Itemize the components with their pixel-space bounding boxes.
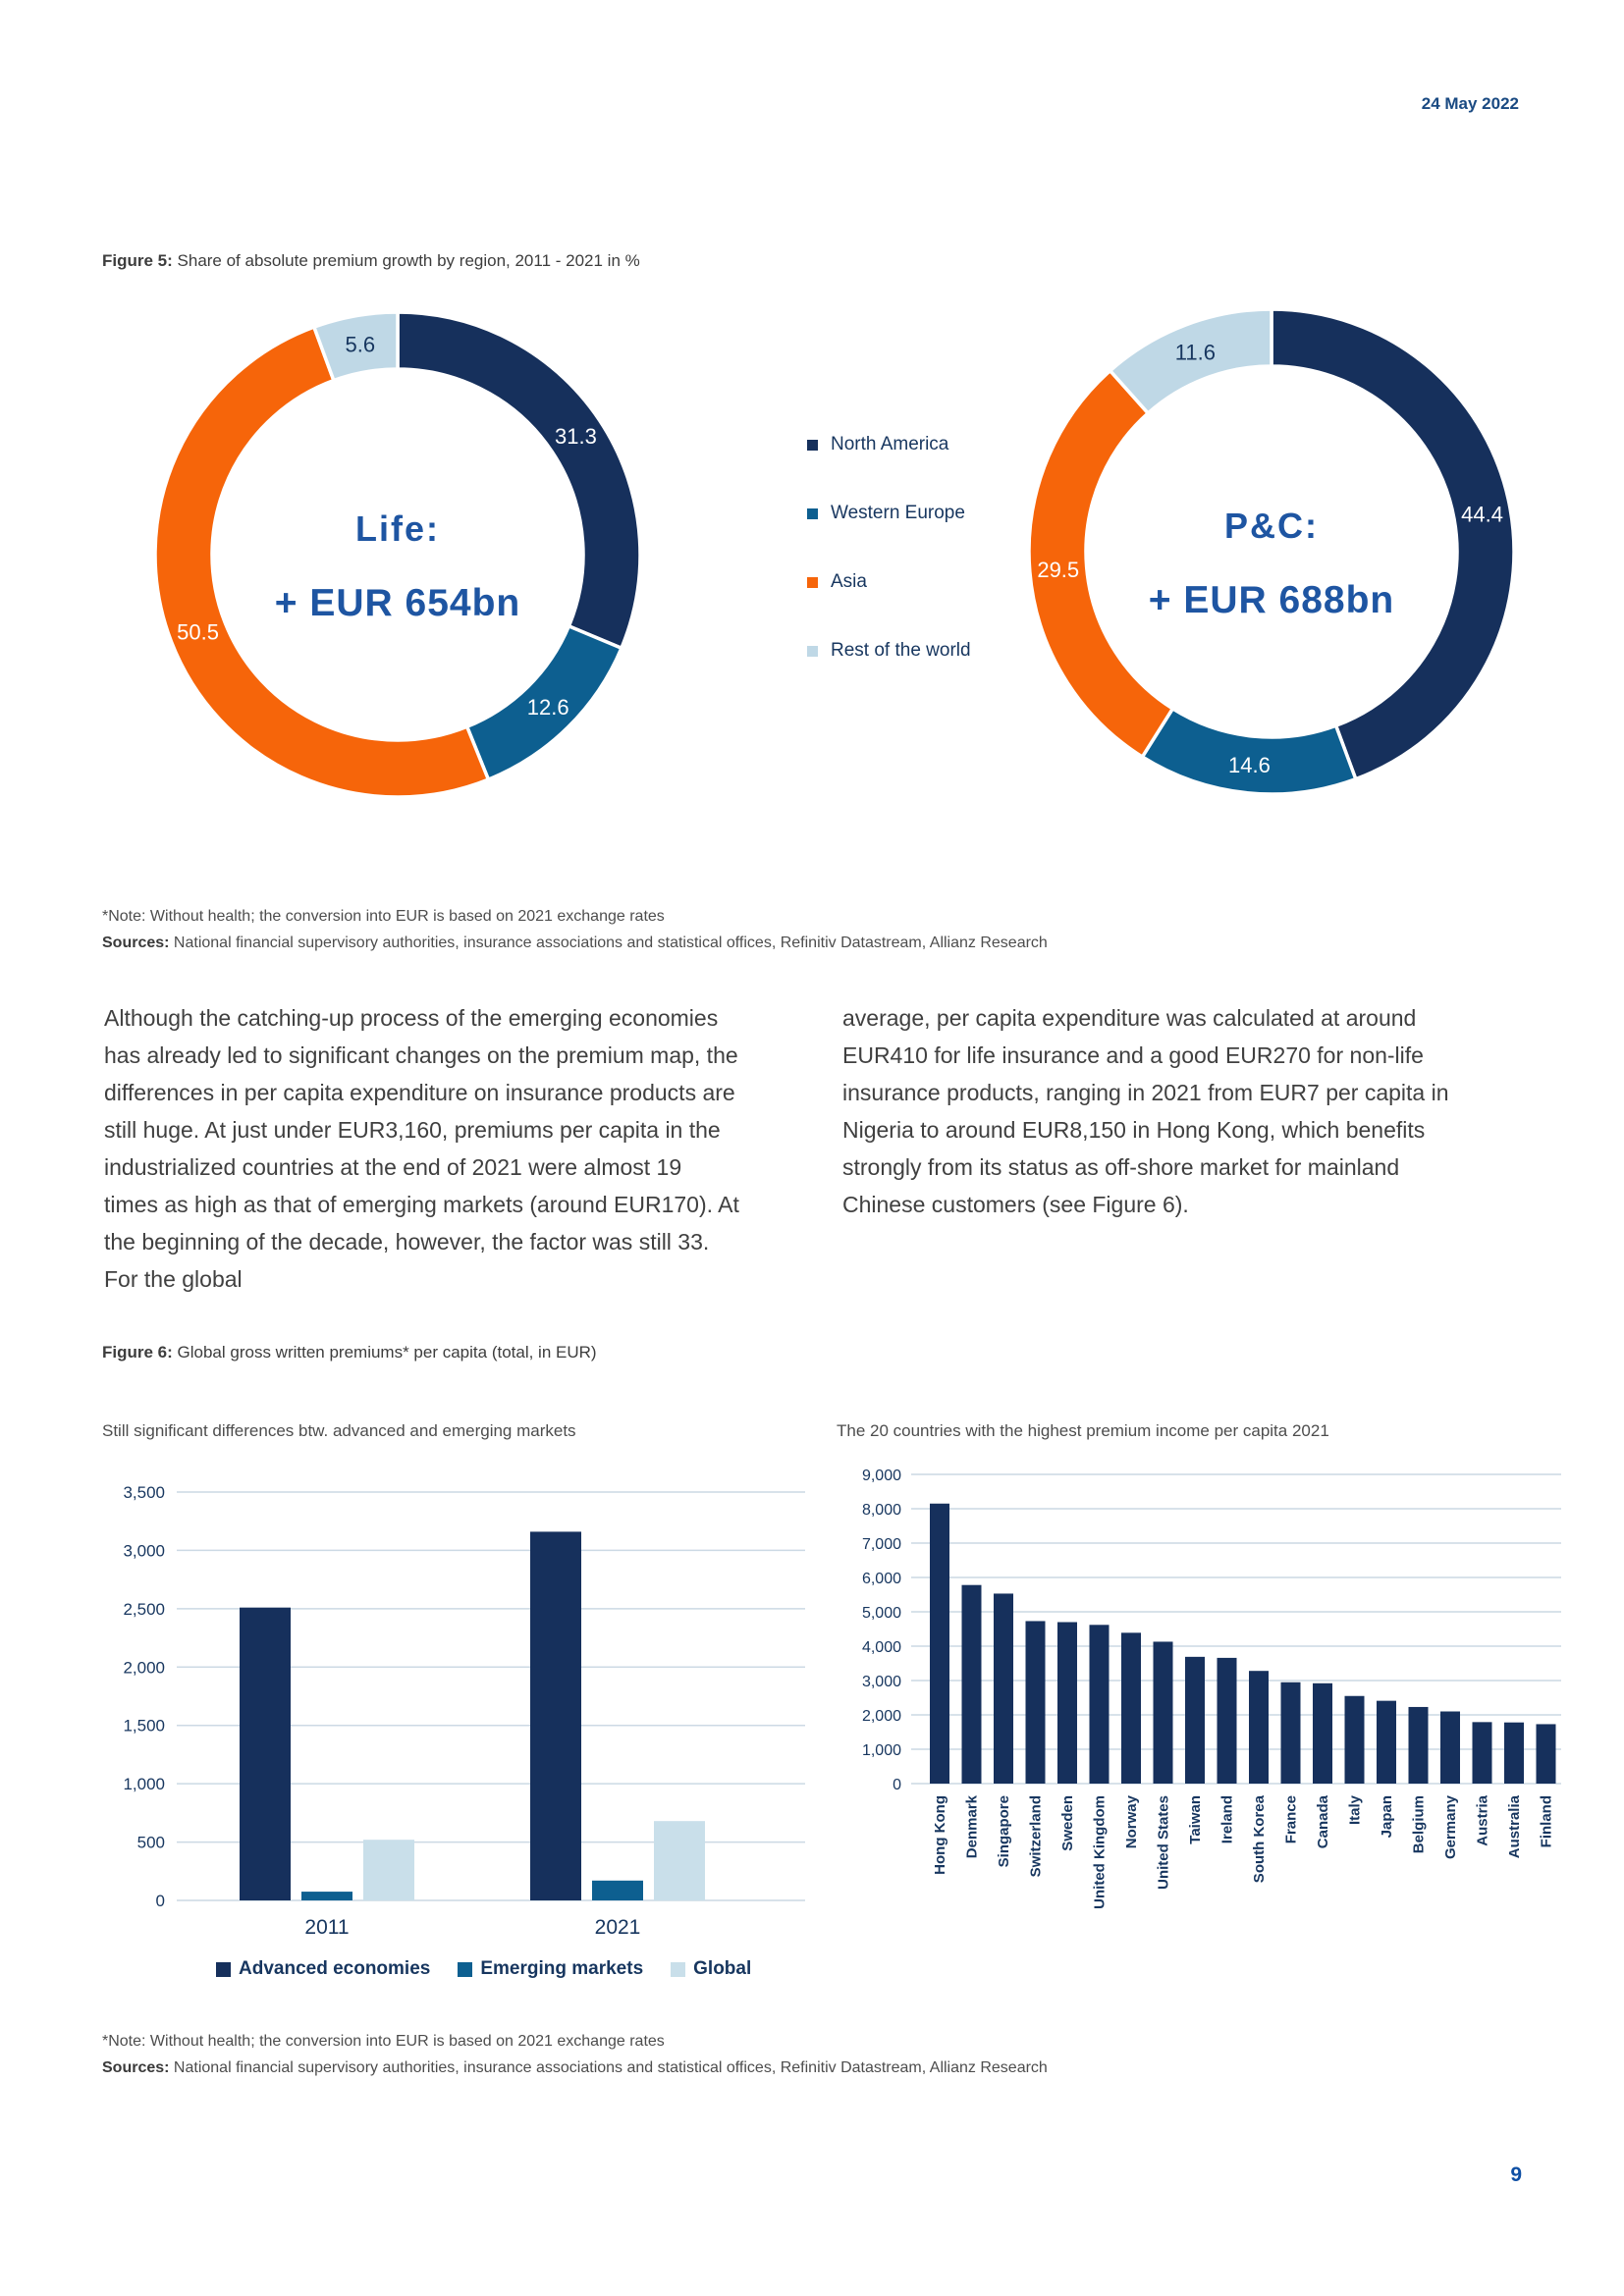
region-legend (807, 434, 971, 709)
figure5-note (102, 903, 1048, 956)
country-label: Norway (1123, 1795, 1140, 1849)
figure6-caption-text: Global gross written premiums* per capita (total, in EUR) (172, 1343, 597, 1362)
donut-value-label: 14.6 (1228, 752, 1271, 777)
legend-label: Rest of the world (831, 640, 971, 661)
bar-germany (1440, 1712, 1460, 1785)
country-label: Germany (1442, 1795, 1459, 1860)
bar-finland (1537, 1724, 1556, 1784)
bar-france (1281, 1682, 1301, 1784)
country-label: Sweden (1059, 1795, 1076, 1851)
donut-center-subtitle: + EUR 688bn (1148, 579, 1395, 621)
country-label: Hong Kong (932, 1795, 948, 1875)
y-tick-label: 3,000 (861, 1674, 901, 1690)
legend-label: Advanced economies (239, 1958, 431, 1979)
top-countries-chart (825, 1468, 1571, 1929)
legend-swatch-icon (807, 646, 818, 657)
legend-item-advanced-economies (216, 1958, 430, 1980)
figure6-caption-label: Figure 6: (102, 1343, 173, 1362)
country-label: France (1282, 1795, 1300, 1844)
donut-center-subtitle: + EUR 654bn (274, 582, 521, 624)
donut-value-label: 44.4 (1461, 502, 1503, 527)
legend-label: Emerging markets (480, 1958, 644, 1979)
page-date: 24 May 2022 (1421, 94, 1519, 113)
legend-item-north-america (807, 434, 971, 455)
country-label: United States (1155, 1795, 1172, 1890)
donut-value-label: 31.3 (555, 424, 597, 450)
legend-item-emerging-markets (458, 1958, 643, 1980)
bar-japan (1377, 1701, 1396, 1784)
donut-value-label: 29.5 (1037, 558, 1080, 583)
sources-label: Sources: (102, 934, 170, 951)
pc-donut-chart (1026, 306, 1517, 797)
legend-swatch-icon (807, 508, 818, 519)
country-label: Australia (1506, 1795, 1523, 1859)
country-label: United Kingdom (1091, 1795, 1109, 1909)
sources-text: National financial supervisory authorities, insurance associations and statistical offices, Refinitiv Datastream, Allianz Research (169, 2059, 1048, 2076)
country-label: Austria (1474, 1795, 1491, 1846)
figure5-caption-text: Share of absolute premium growth by region, 2011 - 2021 in % (172, 251, 640, 270)
y-tick-label: 7,000 (861, 1536, 901, 1553)
figure6-right-subtitle: The 20 countries with the highest premium income per capita 2021 (837, 1421, 1329, 1440)
legend-item-rest-of-the-world (807, 640, 971, 662)
category-label: 2021 (594, 1916, 641, 1939)
bar-south-korea (1249, 1671, 1269, 1784)
y-tick-label: 2,000 (861, 1708, 901, 1725)
figure6-note (102, 2028, 1048, 2081)
y-tick-label: 6,000 (861, 1571, 901, 1587)
bar-2021-global (654, 1821, 705, 1900)
bar-norway (1121, 1632, 1141, 1784)
bar-ireland (1218, 1658, 1237, 1784)
figure5-note-line: *Note: Without health; the conversion into EUR is based on 2021 exchange rates (102, 908, 665, 925)
figure5-sources-line (102, 930, 1048, 956)
figure6-legend (79, 1958, 815, 1980)
country-label: Canada (1315, 1795, 1331, 1849)
top-countries-svg (825, 1468, 1571, 1929)
bar-2011-global (363, 1840, 414, 1900)
legend-label: Western Europe (831, 503, 965, 523)
country-label: Ireland (1218, 1795, 1236, 1844)
country-label: Denmark (963, 1795, 981, 1859)
bar-united-states (1154, 1641, 1173, 1784)
legend-swatch-icon (807, 577, 818, 588)
figure6-note-line: *Note: Without health; the conversion into EUR is based on 2021 exchange rates (102, 2033, 665, 2050)
bar-australia (1504, 1723, 1524, 1784)
bar-canada (1313, 1683, 1332, 1784)
bar-sweden (1057, 1623, 1077, 1785)
bar-2021-emerging-markets (592, 1881, 643, 1900)
bar-denmark (962, 1585, 982, 1784)
bar-2011-advanced-economies (240, 1608, 291, 1900)
legend-label: Global (693, 1958, 752, 1979)
donut-value-label: 11.6 (1174, 340, 1216, 365)
figure5-caption-label: Figure 5: (102, 251, 173, 270)
y-tick-label: 1,000 (123, 1775, 165, 1794)
bar-2021-advanced-economies (530, 1531, 581, 1900)
advanced-vs-emerging-chart (79, 1468, 815, 1944)
donut-value-label: 5.6 (345, 332, 376, 357)
y-tick-label: 3,000 (123, 1541, 165, 1561)
pc-donut-svg (1026, 306, 1517, 797)
y-tick-label: 2,500 (123, 1599, 165, 1619)
country-label: Italy (1346, 1795, 1364, 1826)
figure6-sources-line (102, 2055, 1048, 2081)
country-label: Taiwan (1187, 1795, 1204, 1844)
country-label: Singapore (996, 1795, 1012, 1868)
advanced-vs-emerging-svg (79, 1468, 815, 1944)
bar-italy (1345, 1696, 1365, 1784)
country-label: Finland (1538, 1795, 1555, 1848)
body-text-right-column: average, per capita expenditure was calculated at around EUR410 for life insurance and a good EUR270 for non-life insurance products, ranging in 2021 from EUR7 per capita in Nigeria to around EUR8,150 in Hong Kong, which benefits strongly from its status as off-shore market for mainland Chinese customers (see Figure 6). (842, 1005, 1449, 1217)
legend-swatch-icon (216, 1962, 231, 1977)
page-number: 9 (1510, 2163, 1522, 2186)
y-tick-label: 3,500 (123, 1483, 165, 1502)
body-text-left-column: Although the catching-up process of the emerging economies has already led to significant changes on the premium map, the differences in per capita expenditure on insurance products are still huge. At just under EUR3,160, premiums per capita in the industrialized countries at the end of 2021 were almost 19 times as high as that of emerging markets (around EUR170). At the beginning of the decade, however, the factor was still 33. For the global (104, 1005, 739, 1292)
life-donut-chart (152, 309, 643, 800)
donut-value-label: 50.5 (177, 619, 219, 645)
country-label: Japan (1379, 1795, 1395, 1839)
legend-swatch-icon (458, 1962, 472, 1977)
y-tick-label: 500 (136, 1833, 165, 1852)
bar-united-kingdom (1090, 1625, 1110, 1784)
donut-center-title: P&C: (1224, 506, 1319, 546)
country-label: Switzerland (1027, 1795, 1045, 1878)
legend-label: North America (831, 434, 949, 454)
y-tick-label: 9,000 (861, 1468, 901, 1484)
y-tick-label: 0 (155, 1892, 165, 1910)
legend-label: Asia (831, 571, 867, 592)
y-tick-label: 1,500 (123, 1716, 165, 1735)
y-tick-label: 5,000 (861, 1605, 901, 1622)
figure6-left-subtitle: Still significant differences btw. advanced and emerging markets (102, 1421, 576, 1440)
bar-belgium (1409, 1707, 1429, 1784)
donut-value-label: 12.6 (526, 695, 569, 721)
bar-hong-kong (930, 1504, 949, 1784)
y-tick-label: 0 (893, 1777, 901, 1793)
country-label: South Korea (1251, 1795, 1268, 1884)
y-tick-label: 4,000 (861, 1639, 901, 1656)
donut-center-title: Life: (355, 508, 440, 549)
donut-slice-asia (155, 327, 488, 797)
country-label: Belgium (1410, 1795, 1428, 1854)
y-tick-label: 2,000 (123, 1658, 165, 1678)
legend-item-global (671, 1958, 751, 1980)
bar-austria (1473, 1722, 1492, 1784)
y-tick-label: 1,000 (861, 1742, 901, 1759)
figure6-caption (102, 1343, 597, 1362)
legend-swatch-icon (671, 1962, 685, 1977)
life-donut-svg (152, 309, 643, 800)
figure5-caption (102, 251, 640, 271)
bar-singapore (994, 1593, 1013, 1784)
donut-slice-western-europe (1142, 709, 1355, 794)
legend-item-western-europe (807, 503, 971, 524)
sources-label: Sources: (102, 2059, 170, 2076)
bar-2011-emerging-markets (301, 1892, 352, 1900)
bar-taiwan (1185, 1657, 1205, 1784)
bar-switzerland (1026, 1621, 1046, 1784)
category-label: 2011 (304, 1916, 350, 1939)
legend-item-asia (807, 571, 971, 593)
legend-swatch-icon (807, 440, 818, 451)
sources-text: National financial supervisory authorities, insurance associations and statistical offices, Refinitiv Datastream, Allianz Research (169, 934, 1048, 951)
y-tick-label: 8,000 (861, 1502, 901, 1519)
